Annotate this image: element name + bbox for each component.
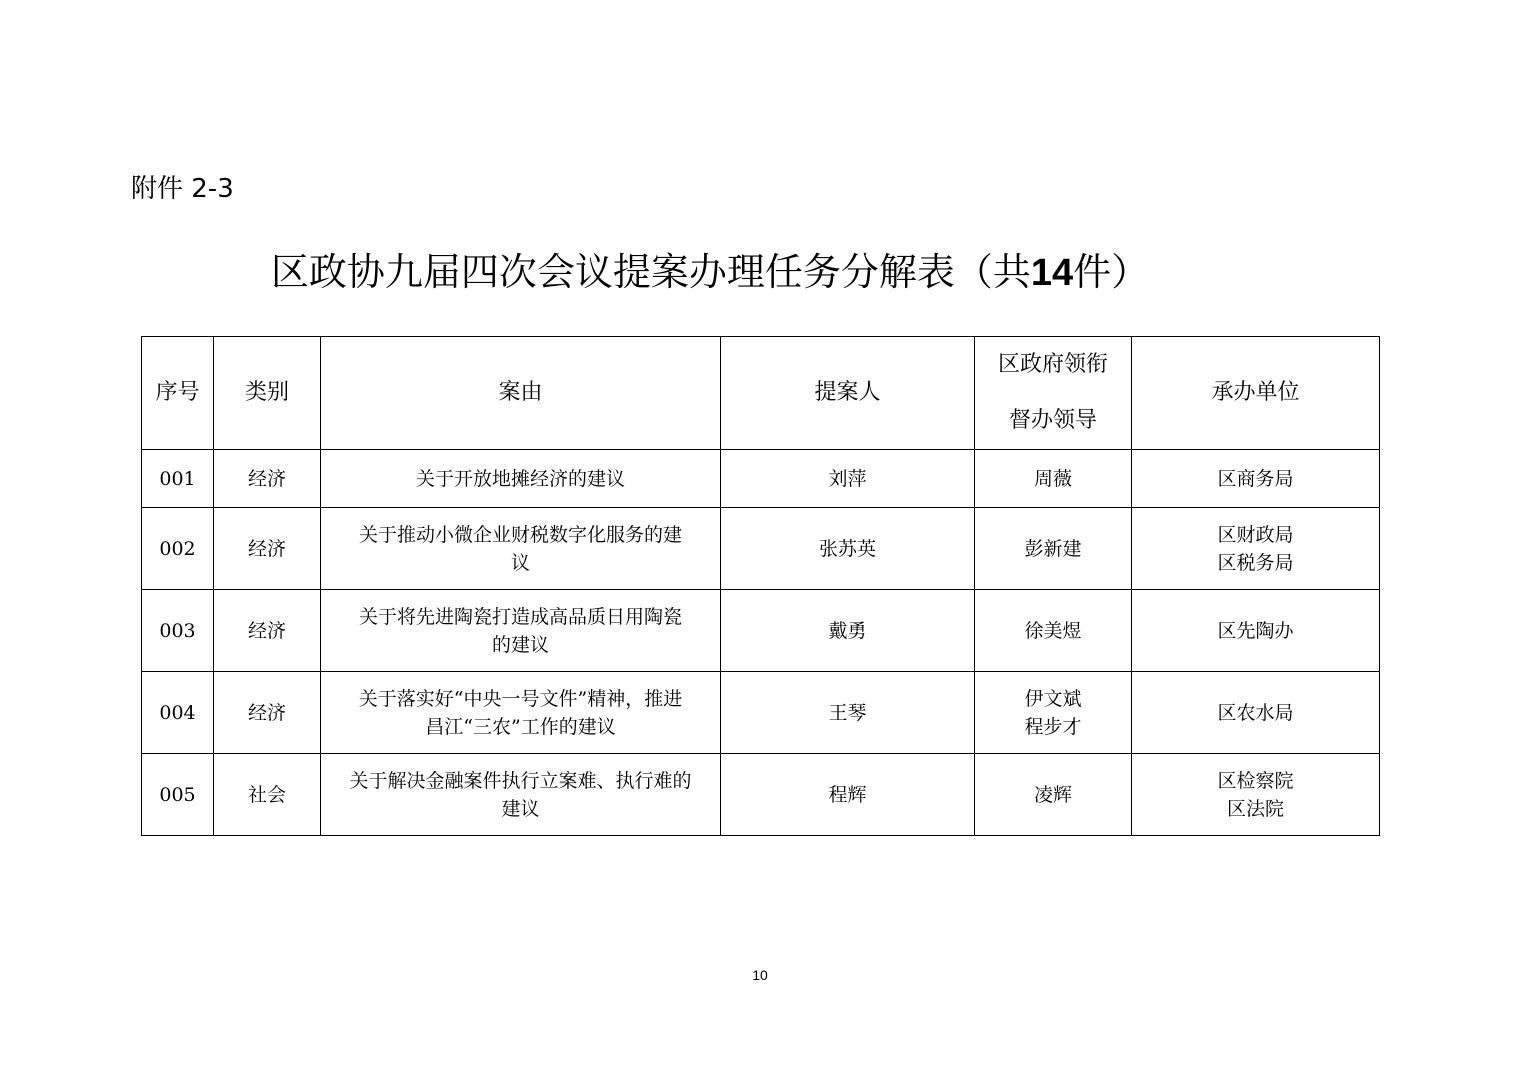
attachment-label: 附件 2-3 xyxy=(131,174,234,204)
leader-line: 伊文斌 xyxy=(1024,687,1082,710)
cell-no: 001 xyxy=(142,450,214,508)
header-leader-line2: 督办领导 xyxy=(1008,408,1097,433)
cell-unit xyxy=(1132,590,1380,672)
cell-unit xyxy=(1132,508,1380,590)
cell-leader xyxy=(975,508,1132,590)
subject-line: 关于落实好“中央一号文件”精神，推进 xyxy=(358,687,683,710)
header-no: 序号 xyxy=(142,337,214,450)
cell-proposer: 程辉 xyxy=(721,754,975,836)
page-title xyxy=(0,246,1420,299)
cell-unit xyxy=(1132,672,1380,754)
table-row xyxy=(142,450,1380,508)
cell-unit xyxy=(1132,450,1380,508)
cell-leader xyxy=(975,590,1132,672)
table-header-row xyxy=(142,337,1380,450)
cell-proposer: 戴勇 xyxy=(721,590,975,672)
title-main: 区政协九届四次会议提案办理任务分解表（共 xyxy=(270,250,1031,294)
table-row xyxy=(142,754,1380,836)
cell-category: 社会 xyxy=(214,754,321,836)
page-number: 10 xyxy=(752,967,768,983)
cell-subject xyxy=(321,450,721,508)
subject-line: 关于解决金融案件执行立案难、执行难的 xyxy=(349,769,692,792)
cell-subject xyxy=(321,672,721,754)
header-subject: 案由 xyxy=(321,337,721,450)
subject-line: 关于开放地摊经济的建议 xyxy=(415,467,625,490)
header-leader-line1: 区政府领衔 xyxy=(997,352,1108,377)
leader-line: 彭新建 xyxy=(1024,537,1082,560)
leader-line: 程步才 xyxy=(1024,715,1082,738)
unit-line: 区税务局 xyxy=(1217,551,1294,574)
header-leader xyxy=(975,337,1132,450)
cell-leader xyxy=(975,450,1132,508)
cell-category: 经济 xyxy=(214,508,321,590)
cell-leader xyxy=(975,672,1132,754)
cell-proposer: 刘萍 xyxy=(721,450,975,508)
cell-no: 003 xyxy=(142,590,214,672)
unit-line: 区检察院 xyxy=(1217,769,1294,792)
leader-line: 徐美煜 xyxy=(1024,619,1082,642)
title-count: 14 xyxy=(1030,252,1074,294)
table-row xyxy=(142,672,1380,754)
unit-line: 区财政局 xyxy=(1217,523,1294,546)
subject-line: 昌江“三农”工作的建议 xyxy=(425,715,616,738)
cell-category: 经济 xyxy=(214,590,321,672)
subject-line: 关于推动小微企业财税数字化服务的建 xyxy=(358,523,682,546)
leader-line: 周薇 xyxy=(1033,467,1072,490)
header-category: 类别 xyxy=(214,337,321,450)
cell-subject xyxy=(321,590,721,672)
cell-category: 经济 xyxy=(214,672,321,754)
table-row xyxy=(142,590,1380,672)
cell-no: 002 xyxy=(142,508,214,590)
subject-line: 建议 xyxy=(501,797,540,820)
unit-line: 区法院 xyxy=(1226,797,1284,820)
cell-proposer: 王琴 xyxy=(721,672,975,754)
cell-subject xyxy=(321,754,721,836)
leader-line: 凌辉 xyxy=(1033,783,1072,806)
cell-proposer: 张苏英 xyxy=(721,508,975,590)
cell-subject xyxy=(321,508,721,590)
table-row xyxy=(142,508,1380,590)
subject-line: 的建议 xyxy=(491,633,549,656)
unit-line: 区农水局 xyxy=(1217,701,1294,724)
unit-line: 区商务局 xyxy=(1217,467,1294,490)
subject-line: 关于将先进陶瓷打造成高品质日用陶瓷 xyxy=(358,605,682,628)
cell-leader xyxy=(975,754,1132,836)
header-proposer: 提案人 xyxy=(721,337,975,450)
subject-line: 议 xyxy=(510,551,530,574)
cell-unit xyxy=(1132,754,1380,836)
cell-no: 004 xyxy=(142,672,214,754)
task-table xyxy=(141,336,1380,836)
unit-line: 区先陶办 xyxy=(1217,619,1294,642)
header-unit: 承办单位 xyxy=(1132,337,1380,450)
title-suffix: 件） xyxy=(1073,250,1150,294)
cell-category: 经济 xyxy=(214,450,321,508)
cell-no: 005 xyxy=(142,754,214,836)
